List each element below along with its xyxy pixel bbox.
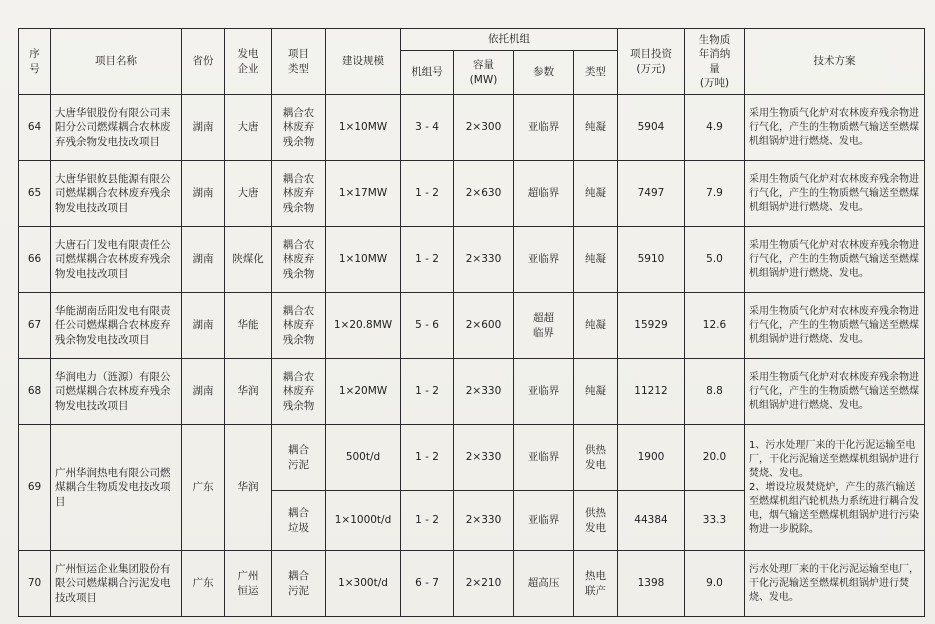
table-row — [19, 551, 925, 617]
header-capacity: 容量 (MW) — [454, 51, 514, 95]
unit-type-cell: 纯凝 — [574, 95, 618, 161]
header-type: 项目 类型 — [272, 29, 326, 95]
seq-cell: 67 — [19, 293, 51, 359]
biomass-cell: 5.0 — [685, 227, 745, 293]
project-name-cell: 广州恒运企业集团股份有限公司燃煤耦合污泥发电技改项目 — [51, 551, 182, 617]
param-cell: 亚临界 — [514, 95, 574, 161]
unit-type-cell: 纯凝 — [574, 293, 618, 359]
invest-cell: 5904 — [618, 95, 685, 161]
capacity-cell: 2×600 — [454, 293, 514, 359]
project-name-cell: 大唐华银股份有限公司耒阳分公司燃煤耦合农林废弃残余物发电技改项目 — [51, 95, 182, 161]
invest-cell: 5910 — [618, 227, 685, 293]
biomass-cell: 12.6 — [685, 293, 745, 359]
unit-no-cell: 6 - 7 — [401, 551, 454, 617]
tech-plan-cell: 采用生物质气化炉对农林废弃残余物进行气化，产生的生物质燃气输送至燃煤机组锅炉进行燃烧、发电。 — [745, 293, 925, 359]
company-cell: 陕煤化 — [225, 227, 272, 293]
invest-cell: 11212 — [618, 359, 685, 425]
param-cell: 超临界 — [514, 161, 574, 227]
capacity-cell: 2×630 — [454, 161, 514, 227]
seq-cell: 65 — [19, 161, 51, 227]
province-cell: 广东 — [182, 551, 225, 617]
biomass-cell: 8.8 — [685, 359, 745, 425]
tech-plan-cell: 采用生物质气化炉对农林废弃残余物进行气化，产生的生物质燃气输送至燃煤机组锅炉进行燃烧、发电。 — [745, 359, 925, 425]
unit-type-cell: 供热 发电 — [574, 491, 618, 551]
table-row — [19, 359, 925, 425]
project-type-cell: 耦合 污泥 — [272, 551, 326, 617]
unit-no-cell: 1 - 2 — [401, 161, 454, 227]
province-cell: 广东 — [182, 425, 225, 551]
biomass-cell: 9.0 — [685, 551, 745, 617]
param-cell: 亚临界 — [514, 425, 574, 491]
unit-no-cell: 1 - 2 — [401, 425, 454, 491]
unit-type-cell: 纯凝 — [574, 161, 618, 227]
capacity-cell: 2×330 — [454, 227, 514, 293]
unit-no-cell: 1 - 2 — [401, 491, 454, 551]
unit-type-cell: 热电 联产 — [574, 551, 618, 617]
project-table — [18, 28, 925, 617]
table-row — [19, 95, 925, 161]
type-cell: 耦合 垃圾 — [272, 491, 326, 551]
company-cell: 大唐 — [225, 161, 272, 227]
project-name-cell: 华能湖南岳阳发电有限责任公司燃煤耦合农林废弃残余物发电技改项目 — [51, 293, 182, 359]
header-tech: 技术方案 — [745, 29, 925, 95]
table-row — [19, 227, 925, 293]
seq-cell: 64 — [19, 95, 51, 161]
type-cell: 耦合 污泥 — [272, 425, 326, 491]
unit-no-cell: 3 - 4 — [401, 95, 454, 161]
header-company: 发电 企业 — [225, 29, 272, 95]
capacity-cell: 2×300 — [454, 95, 514, 161]
header-invest: 项目投资 (万元) — [618, 29, 685, 95]
param-cell: 超高压 — [514, 551, 574, 617]
company-cell: 华润 — [225, 425, 272, 551]
header-biomass: 生物质 年消纳 量 (万吨) — [685, 29, 745, 95]
tech-plan-cell: 污水处理厂来的干化污泥运输至电厂，干化污泥输送至燃煤机组锅炉进行焚烧、发电。 — [745, 551, 925, 617]
header-seq: 序 号 — [19, 29, 51, 95]
province-cell: 湖南 — [182, 95, 225, 161]
param-cell: 亚临界 — [514, 227, 574, 293]
project-name-cell: 大唐华银攸县能源有限公司燃煤耦合农林废弃残余物发电技改项目 — [51, 161, 182, 227]
scale-cell: 1×20MW — [326, 359, 401, 425]
seq-cell: 70 — [19, 551, 51, 617]
project-name-cell: 大唐石门发电有限责任公司燃煤耦合农林废弃残余物发电技改项目 — [51, 227, 182, 293]
capacity-cell: 2×330 — [454, 359, 514, 425]
scale-cell: 500t/d — [326, 425, 401, 491]
invest-cell: 1398 — [618, 551, 685, 617]
tech-plan-cell: 采用生物质气化炉对农林废弃残余物进行气化，产生的生物质燃气输送至燃煤机组锅炉进行燃烧、发电。 — [745, 227, 925, 293]
province-cell: 湖南 — [182, 293, 225, 359]
scale-cell: 1×1000t/d — [326, 491, 401, 551]
biomass-cell: 33.3 — [685, 491, 745, 551]
invest-cell: 7497 — [618, 161, 685, 227]
invest-cell: 44384 — [618, 491, 685, 551]
capacity-cell: 2×330 — [454, 491, 514, 551]
province-cell: 湖南 — [182, 359, 225, 425]
province-cell: 湖南 — [182, 227, 225, 293]
header-unit-type: 类型 — [574, 51, 618, 95]
tech-plan-cell: 1、污水处理厂来的干化污泥运输至电厂，干化污泥输送至燃煤机组锅炉进行焚烧、发电。 2、增设垃圾焚烧炉，产生的蒸汽输送至燃煤机组汽轮机热力系统进行耦合发电，烟气输送至燃煤机组锅炉进行污染物进一步脱除。 — [745, 425, 925, 551]
seq-cell: 68 — [19, 359, 51, 425]
scale-cell: 1×20.8MW — [326, 293, 401, 359]
project-type-cell: 耦合农 林废弃 残余物 — [272, 95, 326, 161]
project-name-cell: 广州华润热电有限公司燃煤耦合生物质发电技改项目 — [51, 425, 182, 551]
company-cell: 华润 — [225, 359, 272, 425]
tech-plan-cell: 采用生物质气化炉对农林废弃残余物进行气化，产生的生物质燃气输送至燃煤机组锅炉进行燃烧、发电。 — [745, 95, 925, 161]
header-scale: 建设规模 — [326, 29, 401, 95]
biomass-cell: 20.0 — [685, 425, 745, 491]
header-unit-no: 机组号 — [401, 51, 454, 95]
biomass-cell: 4.9 — [685, 95, 745, 161]
project-type-cell: 耦合农 林废弃 残余物 — [272, 227, 326, 293]
project-type-cell: 耦合农 林废弃 残余物 — [272, 293, 326, 359]
biomass-cell: 7.9 — [685, 161, 745, 227]
unit-no-cell: 1 - 2 — [401, 359, 454, 425]
invest-cell: 1900 — [618, 425, 685, 491]
province-cell: 湖南 — [182, 161, 225, 227]
table-row — [19, 293, 925, 359]
capacity-cell: 2×330 — [454, 425, 514, 491]
seq-cell: 69 — [19, 425, 51, 551]
scale-cell: 1×10MW — [326, 95, 401, 161]
unit-no-cell: 5 - 6 — [401, 293, 454, 359]
company-cell: 华能 — [225, 293, 272, 359]
seq-cell: 66 — [19, 227, 51, 293]
header-province: 省份 — [182, 29, 225, 95]
scale-cell: 1×300t/d — [326, 551, 401, 617]
param-cell: 亚临界 — [514, 359, 574, 425]
param-cell: 超超 临界 — [514, 293, 574, 359]
scale-cell: 1×17MW — [326, 161, 401, 227]
table-row — [19, 425, 925, 491]
project-type-cell: 耦合农 林废弃 残余物 — [272, 161, 326, 227]
param-cell: 亚临界 — [514, 491, 574, 551]
header-units-group: 依托机组 — [401, 29, 618, 51]
unit-no-cell: 1 - 2 — [401, 227, 454, 293]
scale-cell: 1×10MW — [326, 227, 401, 293]
capacity-cell: 2×210 — [454, 551, 514, 617]
unit-type-cell: 纯凝 — [574, 227, 618, 293]
table-row — [19, 161, 925, 227]
project-type-cell: 耦合农 林废弃 残余物 — [272, 359, 326, 425]
invest-cell: 15929 — [618, 293, 685, 359]
tech-plan-cell: 采用生物质气化炉对农林废弃残余物进行气化，产生的生物质燃气输送至燃煤机组锅炉进行燃烧、发电。 — [745, 161, 925, 227]
header-param: 参数 — [514, 51, 574, 95]
unit-type-cell: 纯凝 — [574, 359, 618, 425]
company-cell: 大唐 — [225, 95, 272, 161]
company-cell: 广州 恒运 — [225, 551, 272, 617]
unit-type-cell: 供热 发电 — [574, 425, 618, 491]
header-name: 项目名称 — [51, 29, 182, 95]
project-name-cell: 华润电力（涟源）有限公司燃煤耦合农林废弃残余物发电技改项目 — [51, 359, 182, 425]
